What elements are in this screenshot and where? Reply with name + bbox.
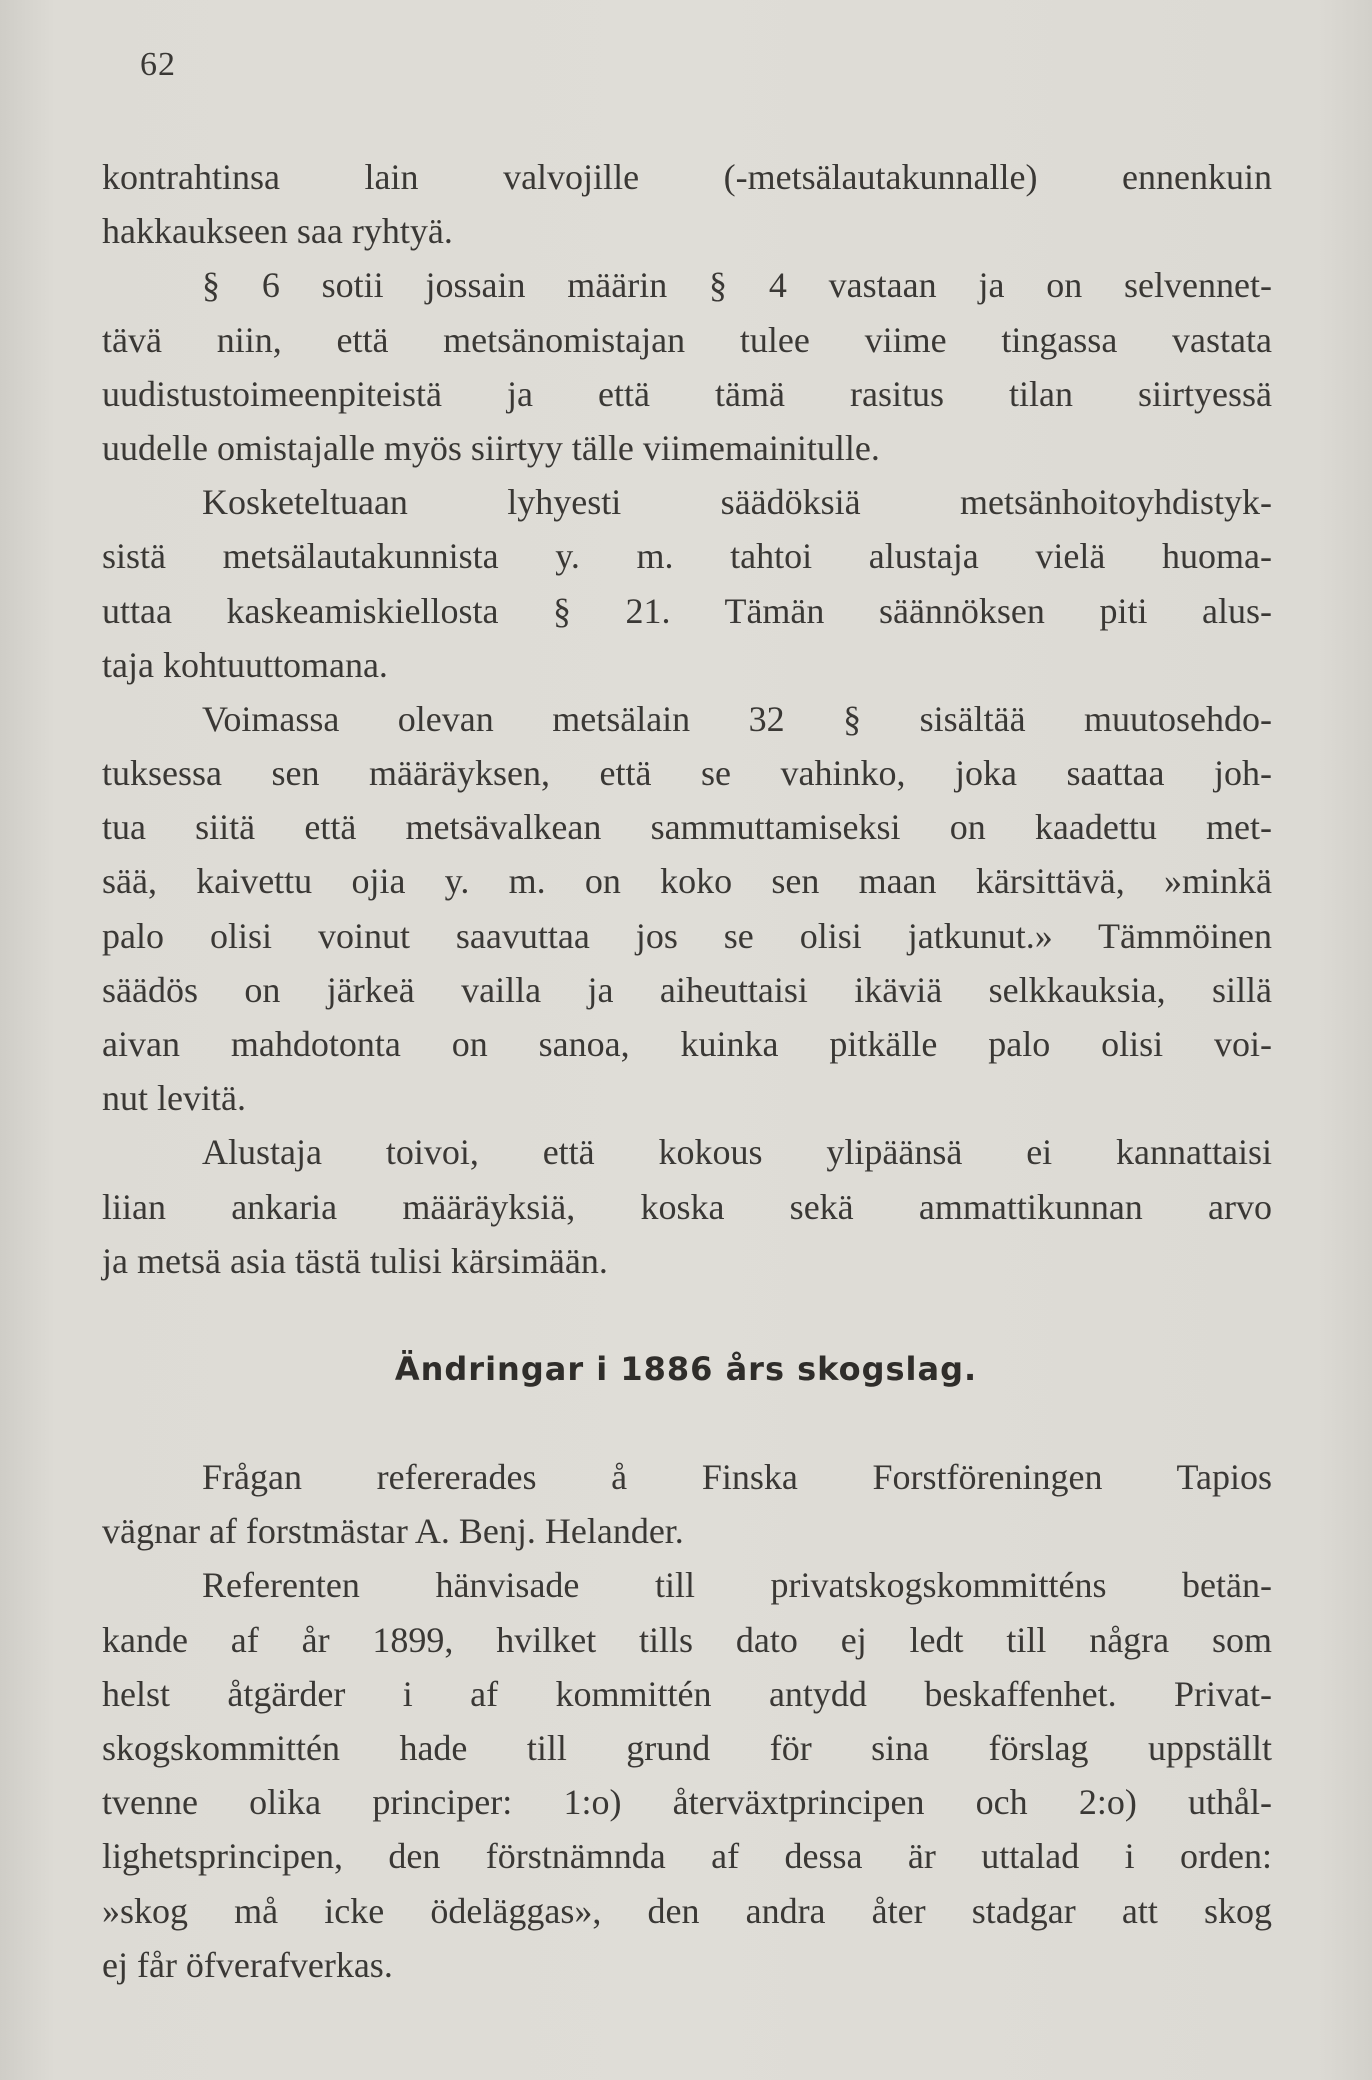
text-line: helst åtgärder i af kommittén antydd beskaffenhet. Privat- [102, 1673, 1272, 1714]
section-heading: Ändringar i 1886 års skogslag. [394, 1350, 978, 1388]
text-line: sää, kaivettu ojia y. m. on koko sen maan kärsittävä, »minkä [102, 861, 1272, 902]
text-line: lighetsprincipen, den förstnämnda af dessa är uttalad i orden: [102, 1836, 1272, 1877]
text-line: ja metsä asia tästä tulisi kärsimään. [102, 1240, 608, 1281]
text-line: Kosketeltuaan lyhyesti säädöksiä metsänhoitoyhdistyk- [202, 482, 1272, 523]
swedish-text-block [102, 1450, 1272, 1992]
text-line: aivan mahdotonta on sanoa, kuinka pitkälle palo olisi voi- [102, 1024, 1272, 1064]
text-line: säädös on järkeä vailla ja aiheuttaisi ikäviä selkkauksia, sillä [102, 969, 1272, 1010]
text-line: palo olisi voinut saavuttaa jos se olisi jatkunut.» Tämmöinen [102, 915, 1272, 956]
finnish-text-block [102, 150, 1272, 1288]
text-line: tvenne olika principer: 1:o) återväxtprincipen och 2:o) uthål- [102, 1782, 1272, 1823]
text-line: Referenten hänvisade till privatskogskommitténs betän- [202, 1565, 1272, 1606]
text-line: Frågan refererades å Finska Forstföreningen Tapios [202, 1457, 1272, 1497]
page-number: 62 [140, 46, 176, 83]
text-line: § 6 sotii jossain määrin § 4 vastaan ja on selvennet- [202, 265, 1272, 306]
text-line: kande af år 1899, hvilket tills dato ej ledt till några som [102, 1619, 1272, 1660]
text-line: Alustaja toivoi, että kokous ylipäänsä ei kannattaisi [202, 1132, 1272, 1173]
text-line: nut levitä. [102, 1078, 246, 1119]
text-line: kontrahtinsa lain valvojille (-metsälautakunnalle) ennenkuin [102, 157, 1272, 197]
text-line: uudelle omistajalle myös siirtyy tälle viimemainitulle. [102, 427, 880, 468]
text-line: »skog må icke ödeläggas», den andra åter stadgar att skog [102, 1890, 1272, 1931]
text-line: liian ankaria määräyksiä, koska sekä ammattikunnan arvo [102, 1186, 1272, 1227]
text-line: tuksessa sen määräyksen, että se vahinko, joka saattaa joh- [102, 753, 1272, 794]
text-line: taja kohtuuttomana. [102, 644, 388, 685]
text-line: tävä niin, että metsänomistajan tulee viime tingassa vastata [102, 319, 1272, 360]
text-line: tua siitä että metsävalkean sammuttamiseksi on kaadettu met- [102, 807, 1272, 848]
text-line: uudistustoimeenpiteistä ja että tämä rasitus tilan siirtyessä [102, 373, 1272, 414]
text-line: ej får öfverafverkas. [102, 1944, 393, 1985]
text-line: skogskommittén hade till grund för sina förslag uppställt [102, 1727, 1272, 1768]
text-line: vägnar af forstmästar A. Benj. Helander. [102, 1511, 684, 1552]
text-line: sistä metsälautakunnista y. m. tahtoi alustaja vielä huoma- [102, 536, 1272, 577]
text-line: Voimassa olevan metsälain 32 § sisältää muutosehdo- [202, 698, 1272, 739]
text-line: uttaa kaskeamiskiellosta § 21. Tämän säännöksen piti alus- [102, 590, 1272, 631]
text-line: hakkaukseen saa ryhtyä. [102, 211, 453, 252]
